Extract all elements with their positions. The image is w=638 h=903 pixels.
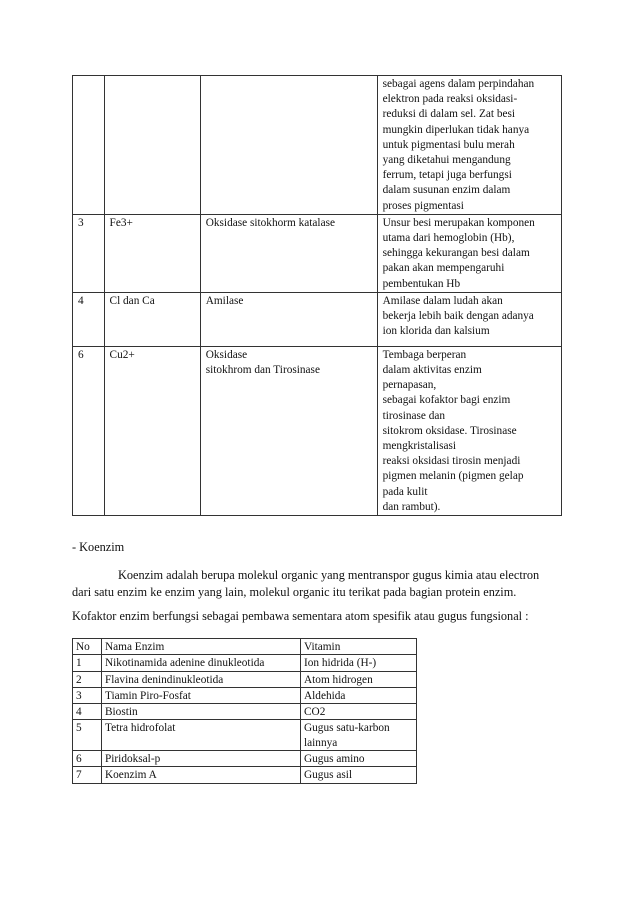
vitamin-line: CO2 bbox=[304, 706, 326, 719]
fungsi-line: pembentukan Hb bbox=[382, 277, 461, 290]
fungsi-line: sehingga kekurangan besi dalam bbox=[382, 247, 530, 260]
fungsi-line: bekerja lebih baik dengan adanya bbox=[382, 310, 534, 323]
cell-enzim bbox=[200, 346, 377, 515]
fungsi-line: sitokrom oksidase. Tirosinase bbox=[382, 424, 517, 437]
table-row bbox=[73, 655, 417, 671]
vitamin-line: Gugus asil bbox=[304, 769, 353, 782]
section-heading: - Koenzim bbox=[72, 540, 125, 554]
cell-nama-enzim: Koenzim A bbox=[102, 767, 301, 783]
vitamin-line: Gugus satu-karbon bbox=[304, 722, 390, 735]
vitamin-line: Gugus amino bbox=[304, 753, 365, 766]
cell-nama-enzim: Tetra hidrofolat bbox=[102, 720, 301, 751]
enzim-line: sitokhrom dan Tirosinase bbox=[205, 364, 320, 377]
cell-vitamin bbox=[301, 720, 417, 751]
cell-vitamin bbox=[301, 704, 417, 720]
cell-fungsi bbox=[377, 346, 561, 515]
fungsi-line: dalam susunan enzim dalam bbox=[382, 184, 511, 197]
fungsi-line: proses pigmentasi bbox=[382, 199, 464, 212]
fungsi-line: Tembaga berperan bbox=[382, 348, 467, 361]
cell-mineral bbox=[104, 76, 200, 215]
cell-vitamin bbox=[301, 687, 417, 703]
table-row bbox=[73, 704, 417, 720]
cell-enzim bbox=[200, 292, 377, 346]
fungsi-line: dan rambut). bbox=[382, 500, 441, 513]
cell-no: 2 bbox=[73, 671, 102, 687]
kofaktor-sentence: Kofaktor enzim berfungsi sebagai pembawa sementara atom spesifik atau gugus fungsional : bbox=[72, 609, 529, 623]
header-vitamin: Vitamin bbox=[301, 639, 417, 655]
fungsi-line: pada kulit bbox=[382, 485, 428, 498]
cell-no: 7 bbox=[73, 767, 102, 783]
header-no: No bbox=[73, 639, 102, 655]
cell-nama-enzim: Flavina denindinukleotida bbox=[102, 671, 301, 687]
cell-fungsi bbox=[377, 214, 561, 292]
fungsi-line: Unsur besi merupakan komponen bbox=[382, 216, 535, 229]
fungsi-line: mengkristalisasi bbox=[382, 440, 457, 453]
enzim-line: Oksidase sitokhorm katalase bbox=[205, 216, 335, 229]
cell-no: 6 bbox=[73, 346, 105, 515]
fungsi-line: pernapasan, bbox=[382, 379, 437, 392]
header-nama-enzim: Nama Enzim bbox=[102, 639, 301, 655]
table-row bbox=[73, 671, 417, 687]
fungsi-line: sebagai agens dalam perpindahan bbox=[382, 78, 535, 90]
cell-no: 4 bbox=[73, 704, 102, 720]
table-row bbox=[73, 346, 562, 515]
cell-mineral: Cl dan Ca bbox=[104, 292, 200, 346]
cell-no: 1 bbox=[73, 655, 102, 671]
cell-vitamin bbox=[301, 655, 417, 671]
mineral-enzyme-table bbox=[72, 75, 562, 516]
vitamin-line: Ion hidrida (H-) bbox=[304, 657, 377, 670]
cell-fungsi bbox=[377, 76, 561, 215]
cell-no: 4 bbox=[73, 292, 105, 346]
fungsi-line: elektron pada reaksi oksidasi- bbox=[382, 93, 518, 106]
fungsi-line: yang diketahui mengandung bbox=[382, 154, 511, 167]
cell-no bbox=[73, 76, 105, 215]
cell-nama-enzim: Tiamin Piro-Fosfat bbox=[102, 687, 301, 703]
fungsi-line: tirosinase dan bbox=[382, 409, 446, 422]
cell-vitamin bbox=[301, 767, 417, 783]
fungsi-line: dalam aktivitas enzim bbox=[382, 364, 482, 377]
enzim-line: Amilase bbox=[205, 294, 244, 307]
fungsi-line: reduksi di dalam sel. Zat besi bbox=[382, 108, 516, 121]
vitamin-line: Atom hidrogen bbox=[304, 673, 373, 686]
fungsi-line: sebagai kofaktor bagi enzim bbox=[382, 394, 511, 407]
cell-enzim bbox=[200, 214, 377, 292]
cell-no: 6 bbox=[73, 751, 102, 767]
fungsi-line: mungkin diperlukan tidak hanya bbox=[382, 123, 530, 136]
cell-enzim bbox=[200, 76, 377, 215]
fungsi-line: pakan akan mempengaruhi bbox=[382, 262, 505, 275]
enzim-line: Oksidase bbox=[205, 348, 248, 361]
vitamin-line: lainnya bbox=[304, 736, 338, 749]
paragraph-line-1: Koenzim adalah berupa molekul organic yang mentranspor gugus kimia atau electron bbox=[118, 568, 540, 582]
table-row bbox=[73, 720, 417, 751]
paragraph-line-2: dari satu enzim ke enzim yang lain, molekul organic itu terikat pada bagian protein enzim. bbox=[72, 585, 517, 599]
table-row bbox=[73, 76, 562, 215]
table-row bbox=[73, 292, 562, 346]
table-row bbox=[73, 687, 417, 703]
cell-vitamin bbox=[301, 671, 417, 687]
cell-fungsi bbox=[377, 292, 561, 346]
cell-no: 5 bbox=[73, 720, 102, 751]
cell-vitamin bbox=[301, 751, 417, 767]
coenzyme-table bbox=[72, 638, 417, 784]
table-row bbox=[73, 214, 562, 292]
table-row bbox=[73, 767, 417, 783]
fungsi-line: reaksi oksidasi tirosin menjadi bbox=[382, 455, 521, 468]
cell-no: 3 bbox=[73, 214, 105, 292]
fungsi-line: untuk pigmentasi bulu merah bbox=[382, 138, 515, 151]
vitamin-line: Aldehida bbox=[304, 689, 346, 702]
table-row bbox=[73, 751, 417, 767]
cell-no: 3 bbox=[73, 687, 102, 703]
fungsi-line: ferrum, tetapi juga berfungsi bbox=[382, 169, 512, 182]
fungsi-line: utama dari hemoglobin (Hb), bbox=[382, 232, 515, 245]
cell-nama-enzim: Nikotinamida adenine dinukleotida bbox=[102, 655, 301, 671]
cell-nama-enzim: Biostin bbox=[102, 704, 301, 720]
fungsi-line: ion klorida dan kalsium bbox=[382, 325, 490, 338]
cell-mineral: Cu2+ bbox=[104, 346, 200, 515]
cell-mineral: Fe3+ bbox=[104, 214, 200, 292]
cell-nama-enzim: Piridoksal-p bbox=[102, 751, 301, 767]
fungsi-line: pigmen melanin (pigmen gelap bbox=[382, 470, 524, 483]
table-header-row bbox=[73, 639, 417, 655]
fungsi-line: Amilase dalam ludah akan bbox=[382, 294, 503, 307]
